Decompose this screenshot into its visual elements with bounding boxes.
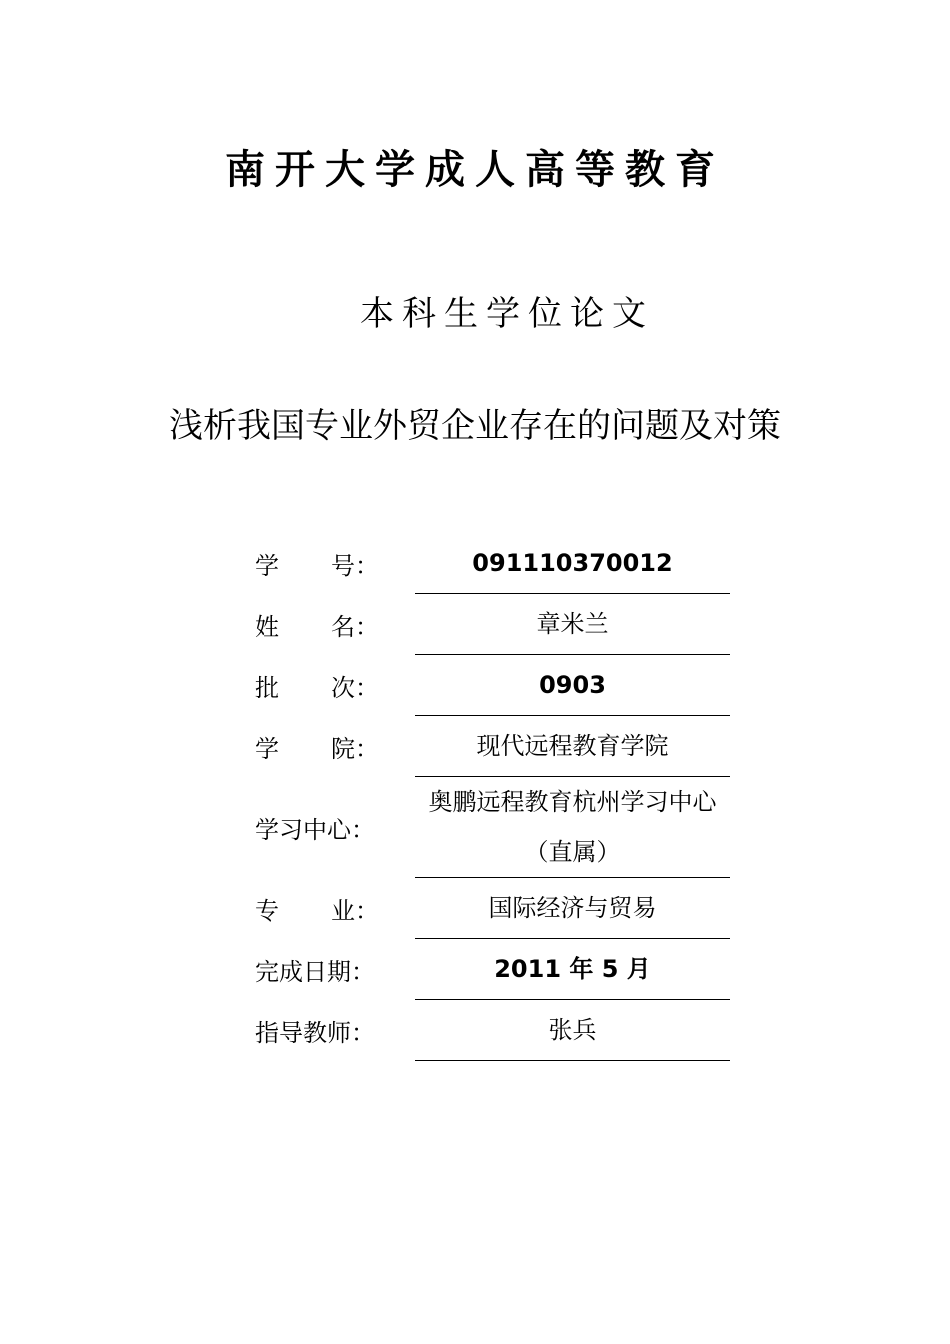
field-row-batch — [255, 655, 730, 716]
field-value-student-id: 091110370012 — [415, 533, 730, 594]
field-label-char: 号： — [331, 552, 379, 580]
field-label-char: 学 — [255, 552, 279, 580]
field-row-advisor — [255, 1000, 730, 1061]
field-label-char: 批 — [255, 674, 279, 702]
degree-type: 本科生学位论文 — [360, 294, 654, 334]
info-table — [255, 533, 730, 1061]
field-label-char: 院： — [331, 735, 379, 763]
field-value-learning-center: 奥鹏远程教育杭州学习中心（直属） — [415, 777, 730, 878]
field-value-college: 现代远程教育学院 — [415, 716, 730, 777]
field-value-advisor: 张兵 — [415, 1000, 730, 1061]
field-label-char: 次： — [331, 674, 379, 702]
field-label-char: 姓 — [255, 613, 279, 641]
field-label: 完成日期： — [255, 958, 375, 986]
field-row-college — [255, 716, 730, 777]
field-label — [255, 668, 415, 703]
field-label-char: 专 — [255, 897, 279, 925]
field-label — [255, 891, 415, 926]
field-label-char: 业： — [331, 897, 379, 925]
field-label — [255, 546, 415, 581]
field-value-batch: 0903 — [415, 655, 730, 716]
field-row-major — [255, 878, 730, 939]
field-value-major: 国际经济与贸易 — [415, 878, 730, 939]
field-label — [255, 607, 415, 642]
field-value-name: 章米兰 — [415, 594, 730, 655]
field-label: 指导教师： — [255, 1019, 375, 1047]
field-value-completion-date: 2011 年 5 月 — [415, 939, 730, 1000]
field-row-learning-center — [255, 777, 730, 878]
field-row-name — [255, 594, 730, 655]
thesis-title: 浅析我国专业外贸企业存在的问题及对策 — [169, 406, 781, 446]
field-row-completion-date — [255, 939, 730, 1000]
field-label-char: 学 — [255, 735, 279, 763]
institution-name: 南开大学成人高等教育 — [225, 146, 725, 193]
field-label-char: 名： — [331, 613, 379, 641]
field-label: 学习中心： — [255, 816, 375, 844]
field-row-student-id — [255, 533, 730, 594]
field-label — [255, 729, 415, 764]
